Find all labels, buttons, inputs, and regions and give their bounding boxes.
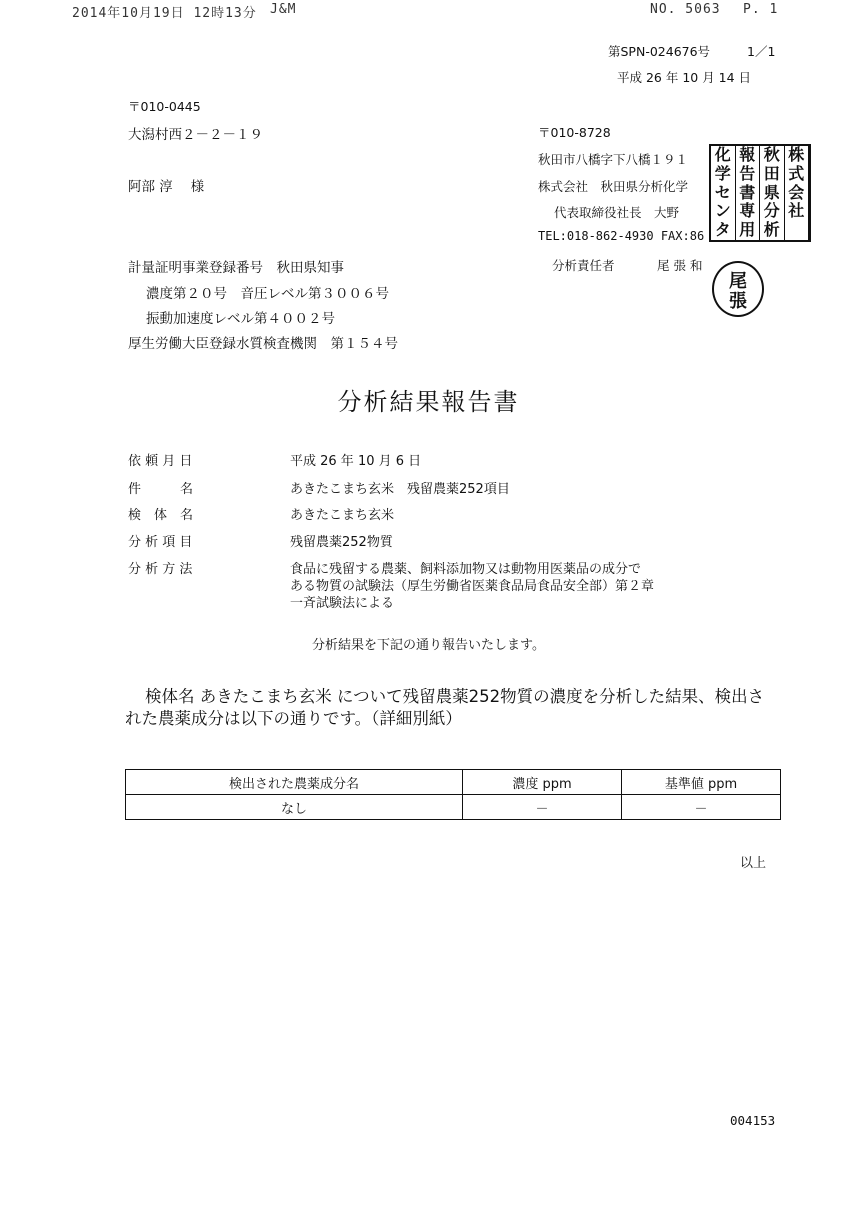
registration-line-1: 計量証明事業登録番号 秋田県知事: [128, 260, 344, 276]
column-header-standard: 基準値 ppm: [622, 770, 781, 795]
registration-line-2: 濃度第２０号 音圧レベル第３００６号: [146, 286, 389, 302]
company-seal-stamp: 化 報 秋 株 学 告 田 式 セ 書 県 会 ン 専 分 社 タ 用 析: [709, 144, 811, 242]
results-table: [125, 769, 781, 820]
sender-representative: 代表取締役社長 大野: [554, 205, 680, 220]
recipient-name: 阿部 淳 様: [128, 179, 205, 195]
detail-label-request-date: 依 頼 月 日: [128, 454, 193, 469]
detail-value-subject: あきたこまち玄米 残留農薬252項目: [290, 482, 510, 497]
cell-component: なし: [126, 795, 463, 820]
analyst-label: 分析責任者: [552, 258, 615, 273]
analyst-name: 尾 張 和: [657, 258, 703, 273]
sender-postal-code: 〒010-8728: [538, 125, 611, 140]
detail-label-subject: 件 名: [128, 482, 194, 497]
fax-page: P. 1: [743, 2, 779, 17]
column-header-concentration: 濃度 ppm: [463, 770, 622, 795]
table-header-row: [126, 770, 781, 795]
document-date: 平成 26 年 10 月 14 日: [617, 70, 752, 85]
detail-label-analysis-item: 分 析 項 目: [128, 535, 193, 550]
registration-line-3: 振動加速度レベル第４００２号: [146, 311, 335, 327]
report-title: 分析結果報告書: [337, 388, 520, 416]
fax-sender: J&M: [270, 2, 297, 17]
summary-paragraph: 検体名 あきたこまち玄米 について残留農薬252物質の濃度を分析した結果、検出された農薬成分は以下の通りです。（詳細別紙）: [125, 687, 765, 728]
cell-standard: －: [622, 795, 781, 820]
fax-datetime: 2014年10月19日 12時13分: [72, 6, 257, 21]
detail-value-analysis-item: 残留農薬252物質: [290, 535, 393, 550]
detail-label-sample: 検 体 名: [128, 508, 194, 523]
closing-mark: 以上: [740, 856, 767, 871]
registration-line-4: 厚生労働大臣登録水質検査機関 第１５４号: [128, 336, 398, 352]
sender-company: 株式会社 秋田県分析化学: [538, 179, 689, 194]
detail-value-sample: あきたこまち玄米: [290, 508, 395, 523]
document-number: 第SPN-024676号: [608, 44, 711, 59]
document-page-count: 1／1: [747, 44, 776, 59]
method-line-3: 一斉試験法による: [290, 596, 395, 611]
method-line-2: ある物質の試験法（厚生労働省医薬食品局食品安全部）第２章: [290, 579, 655, 594]
sender-contact: TEL:018-862-4930 FAX:86: [538, 229, 705, 243]
column-header-component: 検出された農薬成分名: [126, 770, 463, 795]
table-row: [126, 795, 781, 820]
recipient-postal-code: 〒010-0445: [128, 99, 201, 114]
cell-concentration: －: [463, 795, 622, 820]
detail-label-method: 分 析 方 法: [128, 562, 193, 577]
report-intro: 分析結果を下記の通り報告いたします。: [312, 638, 545, 653]
detail-value-method: 食品に残留する農薬、飼料添加物又は動物用医薬品の成分で: [290, 562, 642, 577]
footer-document-id: 004153: [730, 1113, 776, 1128]
fax-number: NO. 5063: [650, 2, 721, 17]
detail-value-request-date: 平成 26 年 10 月 6 日: [290, 454, 422, 469]
analyst-seal-stamp: 尾 張: [712, 261, 764, 317]
sender-address: 秋田市八橋字下八橋１９１: [538, 152, 689, 167]
recipient-address: 大潟村西２－２－１９: [128, 127, 263, 143]
